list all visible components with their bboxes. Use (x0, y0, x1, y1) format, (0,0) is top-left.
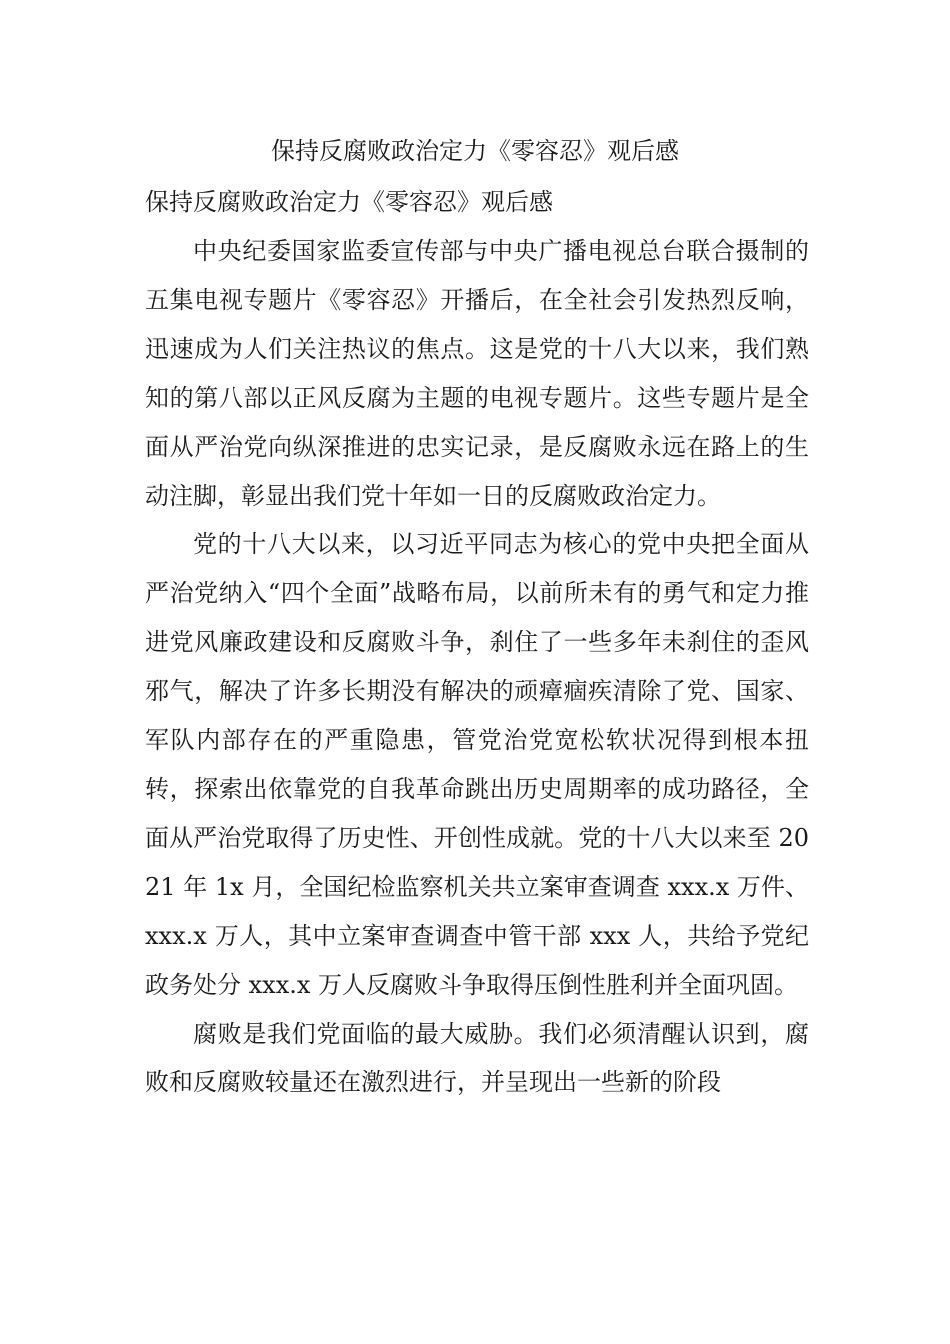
document-title: 保持反腐败政治定力《零容忍》观后感 (271, 137, 679, 165)
paragraph-3: 腐败是我们党面临的最大威胁。我们必须清醒认识到，腐败和反腐败较量还在激烈进行，并呈现出一些新的阶段 (145, 1019, 809, 1097)
paragraph-1: 中央纪委国家监委宣传部与中央广播电视总台联合摄制的五集电视专题片《零容忍》开播后，在全社会引发热烈反响，迅速成为人们关注热议的焦点。这是党的十八大以来，我们熟知的第八部以正风反腐为主题的电视专题片。这些专题片是全面从严治党向纵深推进的忠实记录，是反腐败永远在路上的生动注脚，彰显出我们党十年如一日的反腐败政治定力。 (145, 237, 809, 510)
document-subtitle: 保持反腐败政治定力《零容忍》观后感 (145, 188, 553, 216)
document-body (145, 227, 809, 1107)
paragraph-2: 党的十八大以来，以习近平同志为核心的党中央把全面从严治党纳入“四个全面”战略布局，以前所未有的勇气和定力推进党风廉政建设和反腐败斗争，刹住了一些多年未刹住的歪风邪气，解决了许多长期没有解决的顽瘴痼疾清除了党、国家、军队内部存在的严重隐患，管党治党宽松软状况得到根本扭转，探索出依靠党的自我革命跳出历史周期率的成功路径，全面从严治党取得了历史性、开创性成就。党的十八大以来至 2021 年 1x 月，全国纪检监察机关共立案审查调查 xxx.x 万件、xxx.x 万人，其中立案审查调查中管干部 xxx 人，共给予党纪政务处分 xxx.x 万人反腐败斗争取得压倒性胜利并全面巩固。 (145, 530, 809, 999)
